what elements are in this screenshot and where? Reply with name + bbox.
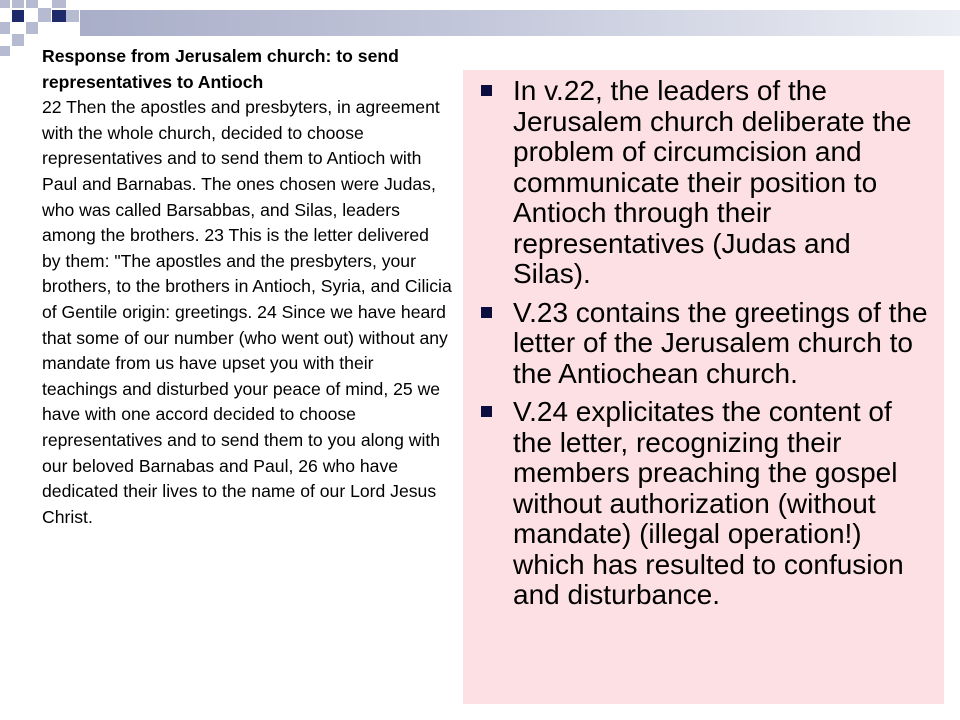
bullet-item <box>478 397 928 611</box>
decorative-square-9 <box>0 22 10 34</box>
bullet-text: V.24 explicitates the content of the letter, recognizing their members preaching the gospel without authorization (without mandate) (illegal operation!) which has resulted to confusion and disturbance. <box>513 396 904 610</box>
commentary-bullet-list <box>478 76 928 619</box>
decorative-square-7 <box>52 10 66 22</box>
decorative-square-12 <box>0 46 10 56</box>
decorative-square-4 <box>52 0 66 8</box>
square-bullet-icon <box>481 85 492 96</box>
commentary-panel <box>463 70 944 704</box>
scripture-text-block <box>42 44 452 530</box>
title-bar <box>80 10 960 36</box>
bullet-text: V.23 contains the greetings of the letter of the Jerusalem church to the Antiochean church. <box>513 296 928 389</box>
scripture-body: 22 Then the apostles and presbyters, in agreement with the whole church, decided to choose representatives and to send them to Antioch with Paul and Barnabas. The ones chosen were Judas, who was called Barsabbas, and Silas, leaders among the brothers. 23 This is the letter delivered by them: "The apostles and the presbyters, your brothers, to the brothers in Antioch, Syria, and Cilicia of Gentile origin: greetings. 24 Since we have heard that some of our number (who went out) without any mandate from us have upset you with their teachings and disturbed your peace of mind, 25 we have with one accord decided to choose representatives and to send them to you along with our beloved Barnabas and Paul, 26 who have dedicated their lives to the name of our Lord Jesus Christ. <box>42 97 452 527</box>
square-bullet-icon <box>481 406 492 417</box>
decorative-square-1 <box>0 0 10 8</box>
scripture-heading: Response from Jerusalem church: to send representatives to Antioch <box>42 46 399 92</box>
decorative-square-5 <box>12 10 24 22</box>
decorative-square-8 <box>66 10 79 22</box>
decorative-square-2 <box>12 0 24 8</box>
bullet-item <box>478 298 928 390</box>
decorative-square-11 <box>12 34 24 46</box>
decorative-square-6 <box>38 8 51 22</box>
bullet-item <box>478 76 928 290</box>
decorative-square-10 <box>26 22 38 34</box>
square-bullet-icon <box>481 307 492 318</box>
decorative-square-3 <box>26 0 38 8</box>
bullet-text: In v.22, the leaders of the Jerusalem church deliberate the problem of circumcision and communicate their position to Antioch through their representatives (Judas and Silas). <box>513 75 912 289</box>
